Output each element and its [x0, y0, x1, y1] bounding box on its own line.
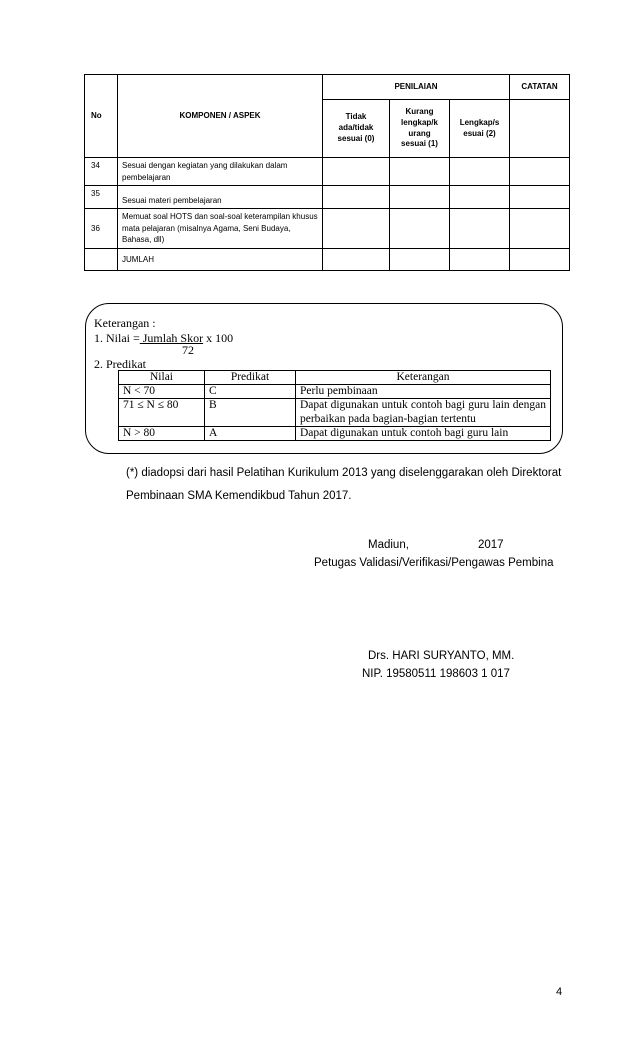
score-cell-1[interactable]	[390, 209, 450, 249]
predikat-keterangan: Dapat digunakan untuk contoh bagi guru lain	[296, 426, 551, 440]
row-no: 35	[85, 186, 118, 209]
predikat-keterangan: Dapat digunakan untuk contoh bagi guru lain dengan perbaikan pada bagian-bagian tertentu	[296, 399, 551, 426]
table-row	[85, 209, 570, 249]
signature-year: 2017	[478, 539, 504, 551]
predikat-row	[119, 426, 551, 440]
page-number: 4	[556, 986, 563, 998]
jumlah-no-empty	[85, 249, 118, 271]
nilai-denominator: 72	[182, 343, 194, 357]
predikat-row	[119, 385, 551, 399]
nilai-numerator: Jumlah Skor	[139, 331, 204, 345]
jumlah-catatan[interactable]	[510, 249, 570, 271]
row-aspek	[118, 186, 323, 209]
signature-place: Madiun,	[368, 539, 409, 551]
predikat-nilai: 71 ≤ N ≤ 80	[119, 399, 205, 426]
jumlah-cell-0[interactable]	[323, 249, 390, 271]
predikat-header-keterangan: Keterangan	[296, 371, 551, 385]
jumlah-label: JUMLAH	[118, 249, 323, 271]
row-aspek-text: Sesuai materi pembelajaran	[122, 195, 222, 205]
predikat-keterangan: Perlu pembinaan	[296, 385, 551, 399]
table-row	[85, 158, 570, 186]
predikat-header-nilai: Nilai	[119, 371, 205, 385]
jumlah-cell-1[interactable]	[390, 249, 450, 271]
predikat-nilai: N > 80	[119, 426, 205, 440]
row-aspek: Memuat soal HOTS dan soal-soal keterampilan khusus mata pelajaran (misalnya Agama, Seni Budaya, Bahasa, dll)	[118, 209, 323, 249]
jumlah-cell-2[interactable]	[450, 249, 510, 271]
nilai-formula	[94, 331, 233, 347]
catatan-cell[interactable]	[510, 209, 570, 249]
predikat-header-row	[119, 371, 551, 385]
row-aspek: Sesuai dengan kegiatan yang dilakukan dalam pembelajaran	[118, 158, 323, 186]
table-row	[85, 186, 570, 209]
signature-nip: NIP. 19580511 198603 1 017	[362, 668, 510, 680]
header-score-2: Lengkap/s esuai (2)	[450, 100, 510, 158]
header-penilaian: PENILAIAN	[323, 75, 510, 100]
keterangan-title: Keterangan :	[94, 316, 156, 330]
predikat-row	[119, 399, 551, 426]
row-no: 34	[85, 158, 118, 186]
signature-name: Drs. HARI SURYANTO, MM.	[368, 650, 515, 662]
predikat-table	[118, 370, 551, 441]
catatan-cell[interactable]	[510, 158, 570, 186]
catatan-cell[interactable]	[510, 186, 570, 209]
predikat-grade: A	[205, 426, 296, 440]
score-cell-0[interactable]	[323, 186, 390, 209]
nilai-prefix: 1. Nilai =	[94, 331, 140, 345]
predikat-grade: C	[205, 385, 296, 399]
header-catatan-empty	[510, 100, 570, 158]
predikat-nilai: N < 70	[119, 385, 205, 399]
predikat-label: 2. Predikat	[94, 357, 146, 371]
score-cell-1[interactable]	[390, 186, 450, 209]
score-cell-0[interactable]	[323, 158, 390, 186]
keterangan-box	[85, 303, 563, 454]
header-no: No	[85, 75, 118, 158]
signature-role: Petugas Validasi/Verifikasi/Pengawas Pembina	[314, 557, 554, 569]
score-cell-1[interactable]	[390, 158, 450, 186]
score-cell-2[interactable]	[450, 209, 510, 249]
row-no: 36	[85, 209, 118, 249]
score-cell-2[interactable]	[450, 186, 510, 209]
predikat-grade: B	[205, 399, 296, 426]
assessment-table	[84, 74, 570, 271]
nilai-suffix: x 100	[203, 331, 234, 345]
predikat-header-predikat: Predikat	[205, 371, 296, 385]
jumlah-row	[85, 249, 570, 271]
header-catatan: CATATAN	[510, 75, 570, 100]
header-komponen: KOMPONEN / ASPEK	[118, 75, 323, 158]
score-cell-2[interactable]	[450, 158, 510, 186]
header-score-0: Tidak ada/tidak sesuai (0)	[323, 100, 390, 158]
header-score-1: Kurang lengkap/k urang sesuai (1)	[390, 100, 450, 158]
source-note: (*) diadopsi dari hasil Pelatihan Kurikulum 2013 yang diselenggarakan oleh Direktorat Pembinaan SMA Kemendikbud Tahun 2017.	[126, 467, 562, 502]
score-cell-0[interactable]	[323, 209, 390, 249]
